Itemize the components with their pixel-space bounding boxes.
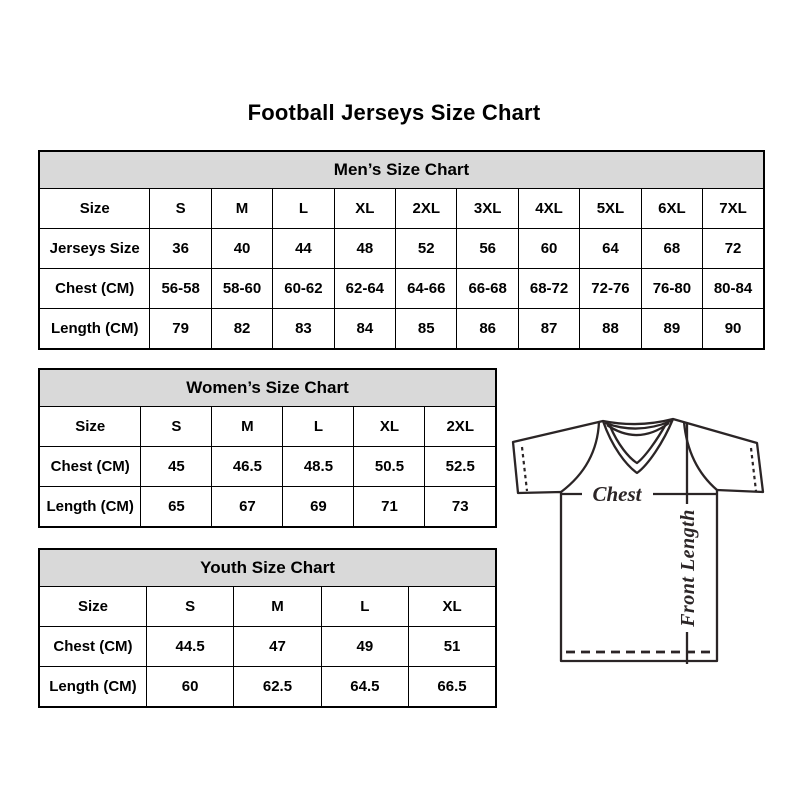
table-header-row [39, 151, 764, 189]
row-label-cell: Length (CM) [39, 667, 146, 707]
value-cell: XL [409, 587, 496, 627]
value-cell: 68-72 [518, 269, 579, 309]
row-label-cell: Size [39, 587, 146, 627]
value-cell: 5XL [580, 189, 641, 229]
youth-size-table [38, 548, 497, 708]
page-title: Football Jerseys Size Chart [247, 100, 541, 125]
value-cell: 44 [273, 229, 334, 269]
chest-label: Chest [592, 482, 642, 506]
womens-size-table [38, 368, 497, 528]
value-cell: 64.5 [321, 667, 408, 707]
value-cell: XL [354, 407, 425, 447]
value-cell: L [283, 407, 354, 447]
mens-size-table [38, 150, 765, 350]
value-cell: 47 [234, 627, 321, 667]
value-cell: 62.5 [234, 667, 321, 707]
row-label-cell: Length (CM) [39, 309, 150, 349]
row-label-cell: Chest (CM) [39, 447, 141, 487]
value-cell: 52.5 [425, 447, 496, 487]
row-label-cell: Jerseys Size [39, 229, 150, 269]
value-cell: 60-62 [273, 269, 334, 309]
womens-table-title: Women’s Size Chart [39, 369, 496, 407]
table-row [39, 269, 764, 309]
value-cell: 85 [396, 309, 457, 349]
value-cell: 84 [334, 309, 395, 349]
row-label-cell: Length (CM) [39, 487, 141, 527]
value-cell: 36 [150, 229, 211, 269]
left-cuff-stitch-icon [522, 447, 527, 491]
row-label-cell: Chest (CM) [39, 627, 146, 667]
value-cell: 76-80 [641, 269, 702, 309]
youth-table-title: Youth Size Chart [39, 549, 496, 587]
value-cell: 64-66 [396, 269, 457, 309]
value-cell: 56-58 [150, 269, 211, 309]
value-cell: S [146, 587, 233, 627]
value-cell: 60 [518, 229, 579, 269]
value-cell: L [273, 189, 334, 229]
table-row [39, 447, 496, 487]
right-armhole-seam-icon [684, 422, 717, 490]
value-cell: 69 [283, 487, 354, 527]
value-cell: 2XL [425, 407, 496, 447]
value-cell: 48 [334, 229, 395, 269]
value-cell: 56 [457, 229, 518, 269]
value-cell: 44.5 [146, 627, 233, 667]
jersey-measurement-diagram [500, 403, 780, 668]
jersey-outline-icon [513, 419, 763, 661]
row-label-cell: Size [39, 189, 150, 229]
row-label-cell: Size [39, 407, 141, 447]
value-cell: 86 [457, 309, 518, 349]
value-cell: 88 [580, 309, 641, 349]
value-cell: 45 [141, 447, 212, 487]
value-cell: 66-68 [457, 269, 518, 309]
value-cell: 79 [150, 309, 211, 349]
value-cell: 46.5 [212, 447, 283, 487]
table-row [39, 667, 496, 707]
value-cell: 48.5 [283, 447, 354, 487]
value-cell: 6XL [641, 189, 702, 229]
front-length-label: Front Length [677, 509, 699, 627]
value-cell: 73 [425, 487, 496, 527]
value-cell: 4XL [518, 189, 579, 229]
value-cell: 65 [141, 487, 212, 527]
value-cell: 49 [321, 627, 408, 667]
value-cell: M [211, 189, 272, 229]
value-cell: S [141, 407, 212, 447]
value-cell: 67 [212, 487, 283, 527]
table-row [39, 229, 764, 269]
value-cell: 64 [580, 229, 641, 269]
value-cell: L [321, 587, 408, 627]
value-cell: 72-76 [580, 269, 641, 309]
value-cell: 51 [409, 627, 496, 667]
value-cell: 83 [273, 309, 334, 349]
row-label-cell: Chest (CM) [39, 269, 150, 309]
mens-table-title: Men’s Size Chart [39, 151, 764, 189]
value-cell: 71 [354, 487, 425, 527]
table-header-row [39, 549, 496, 587]
table-row [39, 487, 496, 527]
table-row [39, 407, 496, 447]
value-cell: 52 [396, 229, 457, 269]
value-cell: 66.5 [409, 667, 496, 707]
value-cell: M [212, 407, 283, 447]
value-cell: 2XL [396, 189, 457, 229]
value-cell: 82 [211, 309, 272, 349]
value-cell: 60 [146, 667, 233, 707]
value-cell: 62-64 [334, 269, 395, 309]
table-header-row [39, 369, 496, 407]
value-cell: 72 [703, 229, 764, 269]
value-cell: M [234, 587, 321, 627]
value-cell: 50.5 [354, 447, 425, 487]
value-cell: 90 [703, 309, 764, 349]
table-row [39, 627, 496, 667]
value-cell: 7XL [703, 189, 764, 229]
value-cell: XL [334, 189, 395, 229]
value-cell: 87 [518, 309, 579, 349]
table-row [39, 587, 496, 627]
value-cell: 89 [641, 309, 702, 349]
table-row [39, 189, 764, 229]
value-cell: 68 [641, 229, 702, 269]
value-cell: 3XL [457, 189, 518, 229]
value-cell: 40 [211, 229, 272, 269]
value-cell: 58-60 [211, 269, 272, 309]
value-cell: 80-84 [703, 269, 764, 309]
value-cell: S [150, 189, 211, 229]
right-cuff-stitch-icon [751, 448, 756, 491]
table-row [39, 309, 764, 349]
